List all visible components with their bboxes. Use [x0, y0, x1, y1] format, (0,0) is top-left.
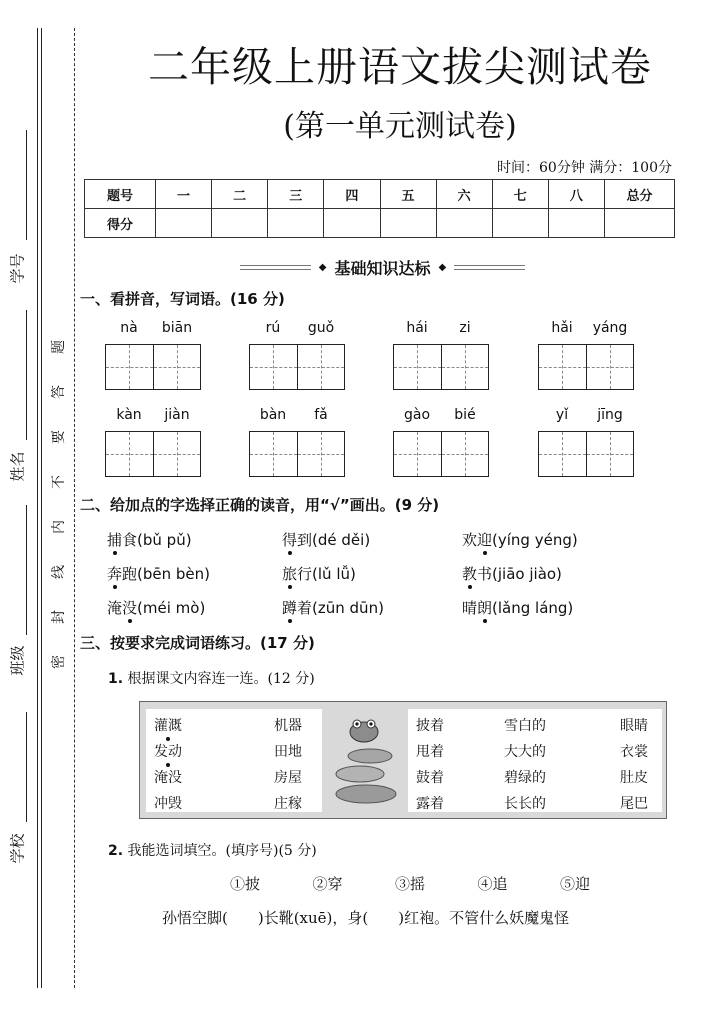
score-cell[interactable]: [156, 209, 212, 238]
score-cell[interactable]: [548, 209, 604, 238]
pinyin-label: [393, 407, 489, 427]
pinyin-writing-item: [393, 407, 489, 477]
match-word[interactable]: 鼓着: [416, 770, 444, 786]
q1-heading: 一、看拼音，写词语。(16 分): [80, 290, 285, 308]
score-header-cell: 四: [324, 180, 380, 209]
pinyin-label: [538, 320, 634, 340]
score-table-header-row: [85, 180, 675, 209]
match-word[interactable]: 房屋: [274, 770, 302, 786]
sub-number: 2.: [108, 843, 124, 859]
pinyin-writing-item: [249, 320, 345, 390]
margin-border-outer: [37, 28, 38, 988]
pinyin-syllable: jiàn: [164, 407, 190, 423]
margin-write-line: [26, 505, 27, 635]
q2-heading: 二、给加点的字选择正确的读音，用“√”画出。(9 分): [80, 496, 440, 514]
match-word[interactable]: 灌溉: [154, 715, 182, 735]
score-row-label: 得分: [85, 209, 156, 238]
pinyin-syllable: rú: [265, 320, 281, 336]
dotted-char: 朗: [477, 599, 493, 617]
score-table: [84, 179, 675, 238]
word-option: ③摇: [394, 875, 425, 893]
score-table-score-row: [85, 209, 675, 238]
pinyin-syllable: gào: [403, 407, 431, 423]
banner-title: 基础知识达标: [334, 258, 431, 278]
dotted-char: 奔: [107, 565, 123, 583]
pinyin-options[interactable]: (dé děi): [312, 531, 371, 549]
grid-cell[interactable]: [153, 345, 201, 389]
margin-write-line: [26, 130, 27, 240]
score-header-cell: 总分: [605, 180, 675, 209]
margin-label-student-id: 学号: [8, 253, 27, 284]
pronunciation-choice[interactable]: [107, 597, 205, 618]
pinyin-syllable: kàn: [116, 407, 142, 423]
pinyin-writing-item: [538, 407, 634, 477]
pinyin-syllable: hǎi: [551, 320, 573, 336]
q3-heading: 三、按要求完成词语练习。(17 分): [80, 634, 315, 652]
pinyin-label: [105, 407, 201, 427]
diamond-icon: ◆: [438, 261, 447, 273]
pinyin-options[interactable]: (bǔ pǔ): [137, 531, 192, 549]
banner-dash-right: [454, 265, 525, 270]
pronunciation-choice[interactable]: [282, 597, 384, 618]
grid-cell[interactable]: [586, 432, 634, 476]
match-word[interactable]: 甩着: [416, 744, 444, 760]
word-option: ②穿: [312, 875, 343, 893]
sub-text: 根据课文内容连一连。(12 分): [127, 671, 315, 687]
word-char: 到: [297, 531, 313, 549]
match-word[interactable]: 露着: [416, 796, 444, 812]
match-left-panel: [146, 709, 322, 812]
sub-number: 1.: [108, 671, 124, 687]
pronunciation-choice[interactable]: [107, 563, 210, 584]
matching-exercise: [139, 701, 667, 819]
seal-dashed-line: [74, 28, 75, 988]
pinyin-options[interactable]: (lǎng láng): [492, 599, 574, 617]
dotted-char: 捕: [107, 531, 123, 549]
margin-border-inner: [41, 28, 42, 988]
pinyin-syllable: biān: [161, 320, 193, 336]
score-header-cell: 一: [156, 180, 212, 209]
grid-cell[interactable]: [106, 432, 153, 476]
pinyin-writing-item: [393, 320, 489, 390]
score-cell[interactable]: [605, 209, 675, 238]
pinyin-syllable: yáng: [592, 320, 628, 336]
tianzi-grid[interactable]: [538, 431, 634, 477]
q3-sub2-heading: [108, 840, 317, 860]
q3-sub1-heading: [108, 668, 315, 688]
match-word[interactable]: 发动: [154, 741, 182, 761]
dotted-char: 没: [122, 599, 138, 617]
pinyin-syllable: hái: [406, 320, 428, 336]
pinyin-options[interactable]: (jiāo jiào): [492, 565, 562, 583]
tianzi-grid[interactable]: [538, 344, 634, 390]
score-header-cell: 三: [268, 180, 324, 209]
grid-cell[interactable]: [441, 345, 489, 389]
match-word[interactable]: 披着: [416, 718, 444, 734]
match-word[interactable]: 淹没: [154, 770, 182, 786]
banner-dash-left: [240, 265, 311, 270]
score-cell[interactable]: [324, 209, 380, 238]
time-info: 时间：60分钟 满分：100分: [497, 160, 672, 176]
word-char: 食: [122, 531, 138, 549]
score-cell[interactable]: [212, 209, 268, 238]
word-option: ⑤迎: [559, 875, 590, 893]
diamond-icon: ◆: [318, 261, 327, 273]
grid-cell[interactable]: [394, 345, 441, 389]
pinyin-syllable: jīng: [597, 407, 623, 423]
seal-char: 线: [51, 565, 67, 579]
tianzi-grid[interactable]: [105, 344, 201, 390]
pinyin-syllable: yǐ: [555, 407, 569, 423]
section-banner: [240, 257, 525, 277]
match-word[interactable]: 长长的: [504, 796, 546, 812]
score-header-cell: 五: [380, 180, 436, 209]
word-char: 晴: [462, 599, 478, 617]
grid-cell[interactable]: [250, 432, 297, 476]
margin-label-class: 班级: [8, 645, 27, 676]
word-char: 跑: [122, 565, 138, 583]
match-word[interactable]: 冲毁: [154, 796, 182, 812]
match-word[interactable]: 雪白的: [504, 718, 546, 734]
pinyin-options[interactable]: (yíng yéng): [492, 531, 578, 549]
pronunciation-choice[interactable]: [462, 563, 562, 584]
dotted-char: 教: [462, 565, 478, 583]
tianzi-grid[interactable]: [105, 431, 201, 477]
exam-title: 二年级上册语文拔尖测试卷: [148, 43, 652, 91]
dotted-char: 蹲: [282, 599, 298, 617]
match-word[interactable]: 肚皮: [620, 770, 648, 786]
tianzi-grid[interactable]: [249, 344, 345, 390]
pinyin-writing-item: [249, 407, 345, 477]
pronunciation-choice[interactable]: [282, 529, 370, 550]
margin-write-line: [26, 310, 27, 440]
score-cell[interactable]: [380, 209, 436, 238]
score-header-cell: 题号: [85, 180, 156, 209]
grid-cell[interactable]: [586, 345, 634, 389]
word-option: ①披: [230, 875, 261, 893]
margin-label-name: 姓名: [8, 451, 27, 482]
tianzi-grid[interactable]: [393, 344, 489, 390]
seal-char: 内: [51, 520, 67, 534]
score-cell[interactable]: [492, 209, 548, 238]
score-cell[interactable]: [268, 209, 324, 238]
match-word[interactable]: 大大的: [504, 744, 546, 760]
pronunciation-choice[interactable]: [282, 563, 356, 584]
pinyin-syllable: zi: [459, 320, 471, 336]
word-char: 着: [297, 599, 313, 617]
pinyin-syllable: nà: [120, 320, 138, 336]
pinyin-label: [249, 320, 345, 340]
fill-in-sentence[interactable]: 孙悟空脚( )长靴(xuē)，身( )红袍。不管什么妖魔鬼怪: [162, 909, 570, 927]
pinyin-options[interactable]: (zūn dūn): [312, 599, 384, 617]
pinyin-label: [538, 407, 634, 427]
pronunciation-choice[interactable]: [462, 597, 573, 618]
pronunciation-choice[interactable]: [462, 529, 578, 550]
margin-label-school: 学校: [8, 833, 27, 864]
pinyin-writing-item: [538, 320, 634, 390]
dotted-char: 迎: [477, 531, 493, 549]
seal-char: 题: [51, 340, 67, 354]
score-header-cell: 六: [436, 180, 492, 209]
word-option: ④追: [477, 875, 508, 893]
dotted-char: 旅: [282, 565, 298, 583]
match-word[interactable]: 眼睛: [620, 718, 648, 734]
pinyin-label: [249, 407, 345, 427]
tianzi-grid[interactable]: [249, 431, 345, 477]
seal-char: 封: [51, 610, 67, 624]
sub-text: 我能选词填空。(填序号)(5 分): [127, 843, 317, 859]
score-header-cell: 八: [548, 180, 604, 209]
score-header-cell: 二: [212, 180, 268, 209]
margin-write-line: [26, 712, 27, 822]
pinyin-writing-item: [105, 320, 201, 390]
pinyin-label: [393, 320, 489, 340]
match-word[interactable]: 衣裳: [620, 744, 648, 760]
grid-cell[interactable]: [297, 345, 345, 389]
match-word[interactable]: 碧绿的: [504, 770, 546, 786]
seal-char: 答: [51, 385, 67, 399]
score-cell[interactable]: [436, 209, 492, 238]
grid-cell[interactable]: [539, 345, 586, 389]
exam-subtitle: (第一单元测试卷): [283, 109, 517, 144]
pinyin-options[interactable]: (méi mò): [137, 599, 206, 617]
pinyin-writing-item: [105, 407, 201, 477]
grid-cell[interactable]: [250, 345, 297, 389]
grid-cell[interactable]: [539, 432, 586, 476]
seal-char: 要: [51, 430, 67, 444]
word-char: 书: [477, 565, 493, 583]
match-right-panel: [408, 709, 662, 812]
grid-cell[interactable]: [153, 432, 201, 476]
tianzi-grid[interactable]: [393, 431, 489, 477]
match-word[interactable]: 田地: [274, 744, 302, 760]
seal-char: 不: [51, 475, 67, 489]
grid-cell[interactable]: [394, 432, 441, 476]
match-word[interactable]: 尾巴: [620, 796, 648, 812]
word-char: 行: [297, 565, 313, 583]
match-word[interactable]: 庄稼: [274, 796, 302, 812]
lily-pad-frog-illustration: [330, 712, 402, 808]
grid-cell[interactable]: [106, 345, 153, 389]
dotted-char: 得: [282, 531, 298, 549]
pinyin-options[interactable]: (lǔ lǚ): [312, 565, 356, 583]
word-options: [230, 873, 590, 894]
seal-char: 密: [51, 655, 67, 669]
grid-cell[interactable]: [441, 432, 489, 476]
pinyin-syllable: bié: [454, 407, 476, 423]
pronunciation-choice[interactable]: [107, 529, 192, 550]
pinyin-label: [105, 320, 201, 340]
word-char: 欢: [462, 531, 478, 549]
score-header-cell: 七: [492, 180, 548, 209]
match-word[interactable]: 机器: [274, 718, 302, 734]
pinyin-syllable: bàn: [259, 407, 287, 423]
grid-cell[interactable]: [297, 432, 345, 476]
pinyin-syllable: fǎ: [314, 407, 328, 423]
word-char: 淹: [107, 599, 123, 617]
pinyin-options[interactable]: (bēn bèn): [137, 565, 211, 583]
pinyin-syllable: guǒ: [307, 320, 335, 336]
